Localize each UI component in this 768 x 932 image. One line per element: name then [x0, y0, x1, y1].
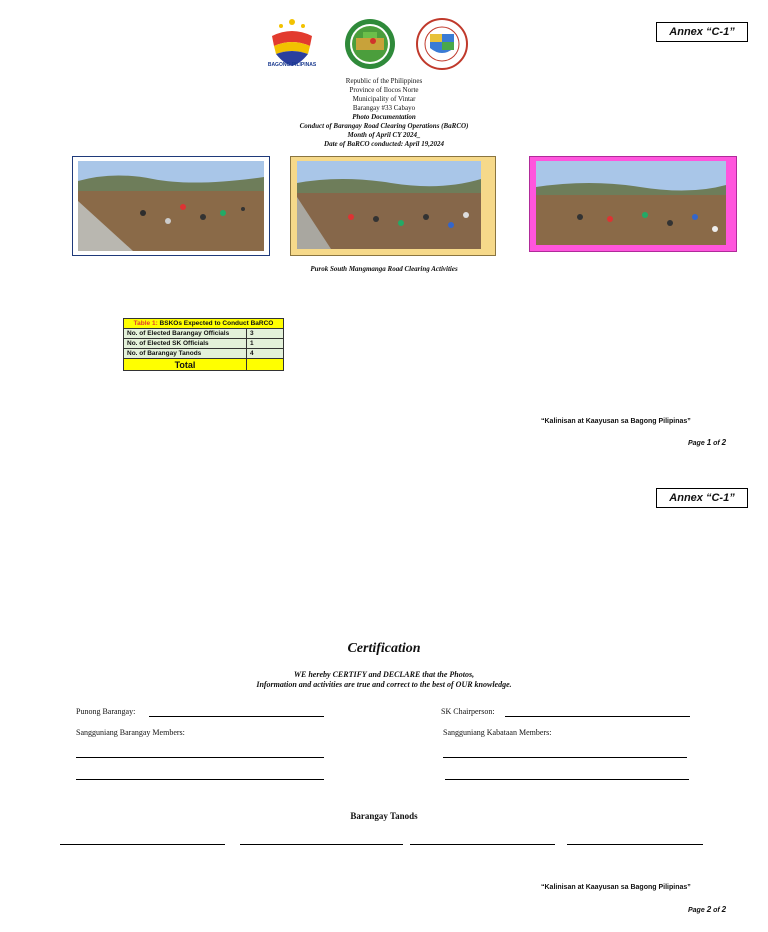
annex-label: Annex “C-1”	[656, 22, 748, 42]
table-row	[124, 349, 284, 359]
certification-line-1: WE hereby CERTIFY and DECLARE that the Photos,	[293, 670, 475, 679]
certification-line-2: Information and activities are true and correct to the best of OUR knowledge.	[256, 680, 512, 689]
page-of: of	[711, 907, 722, 914]
table-title: BSKOs Expected to Conduct BaRCO	[157, 320, 274, 327]
sk-member-signature-line-2	[445, 779, 689, 780]
sk-chairperson-label: SK Chairperson:	[441, 707, 495, 716]
punong-barangay-signature-line	[149, 716, 324, 717]
header-conduct: Conduct of Barangay Road Clearing Operations (BaRCO)	[299, 122, 469, 130]
bagong-pilipinas-logo	[264, 16, 320, 70]
header-photo-documentation: Photo Documentation	[352, 113, 416, 121]
table-row-label: No. of Barangay Tanods	[124, 349, 247, 359]
table-total-row	[124, 359, 284, 371]
page-num: 2	[706, 905, 712, 914]
table-row	[124, 339, 284, 349]
page-number-2	[688, 905, 726, 914]
certification-title: Certification	[347, 641, 421, 656]
page-of: of	[711, 440, 722, 447]
page-prefix: Page	[688, 907, 707, 914]
header-municipality: Municipality of Vintar	[352, 95, 416, 103]
tanod-signature-line-3	[410, 844, 555, 845]
page-number-1	[688, 438, 726, 447]
vintar-municipal-seal	[343, 18, 397, 70]
photo-1	[72, 156, 270, 256]
table-row-value: 3	[247, 329, 284, 339]
header-date: Date of BaRCO conducted: April 19,2024	[324, 140, 444, 148]
motto-page-1: “Kalinisan at Kaayusan sa Bagong Pilipinas”	[541, 418, 691, 425]
page-total: 2	[721, 438, 727, 447]
page-prefix: Page	[688, 440, 707, 447]
header-province: Province of Ilocos Norte	[349, 86, 419, 94]
sb-member-signature-line-1	[76, 757, 324, 758]
certification-statement	[0, 670, 768, 690]
barangay-seal	[416, 18, 468, 70]
photo-2	[290, 156, 496, 256]
table-row-value: 1	[247, 339, 284, 349]
sk-members-label: Sangguniang Kabataan Members:	[443, 728, 552, 737]
table-total-value	[247, 359, 284, 371]
motto-page-2: “Kalinisan at Kaayusan sa Bagong Pilipinas”	[541, 884, 691, 891]
header-barangay: Barangay #33 Cabayo	[352, 104, 416, 112]
sk-chairperson-signature-line	[505, 716, 690, 717]
tanod-signature-line-2	[240, 844, 403, 845]
header-month: Month of April CY 2024_	[347, 131, 421, 139]
header-republic: Republic of the Philippines	[345, 77, 423, 85]
bsko-table	[123, 318, 284, 371]
page-total: 2	[721, 905, 727, 914]
barangay-tanods-label: Barangay Tanods	[350, 811, 418, 821]
table-row-value: 4	[247, 349, 284, 359]
sk-member-signature-line-1	[443, 757, 687, 758]
table-title-cell	[124, 319, 284, 329]
tanod-signature-line-1	[60, 844, 225, 845]
table-row-label: No. of Elected Barangay Officials	[124, 329, 247, 339]
tanod-signature-line-4	[567, 844, 703, 845]
punong-barangay-label: Punong Barangay:	[76, 707, 136, 716]
table-row-label: No. of Elected SK Officials	[124, 339, 247, 349]
sb-member-signature-line-2	[76, 779, 324, 780]
table-total-label: Total	[124, 359, 247, 371]
header-block	[0, 77, 768, 149]
annex-label-page-2: Annex “C-1”	[656, 488, 748, 508]
table-title-prefix: Table 1:	[133, 320, 158, 327]
table-row	[124, 329, 284, 339]
sb-members-label: Sangguniang Barangay Members:	[76, 728, 185, 737]
bagong-pilipinas-text: BAGONG PILIPINAS	[267, 62, 317, 68]
photo-3	[529, 156, 737, 252]
page-num: 1	[706, 438, 712, 447]
photo-caption: Purok South Mangmanga Road Clearing Activities	[310, 265, 458, 273]
